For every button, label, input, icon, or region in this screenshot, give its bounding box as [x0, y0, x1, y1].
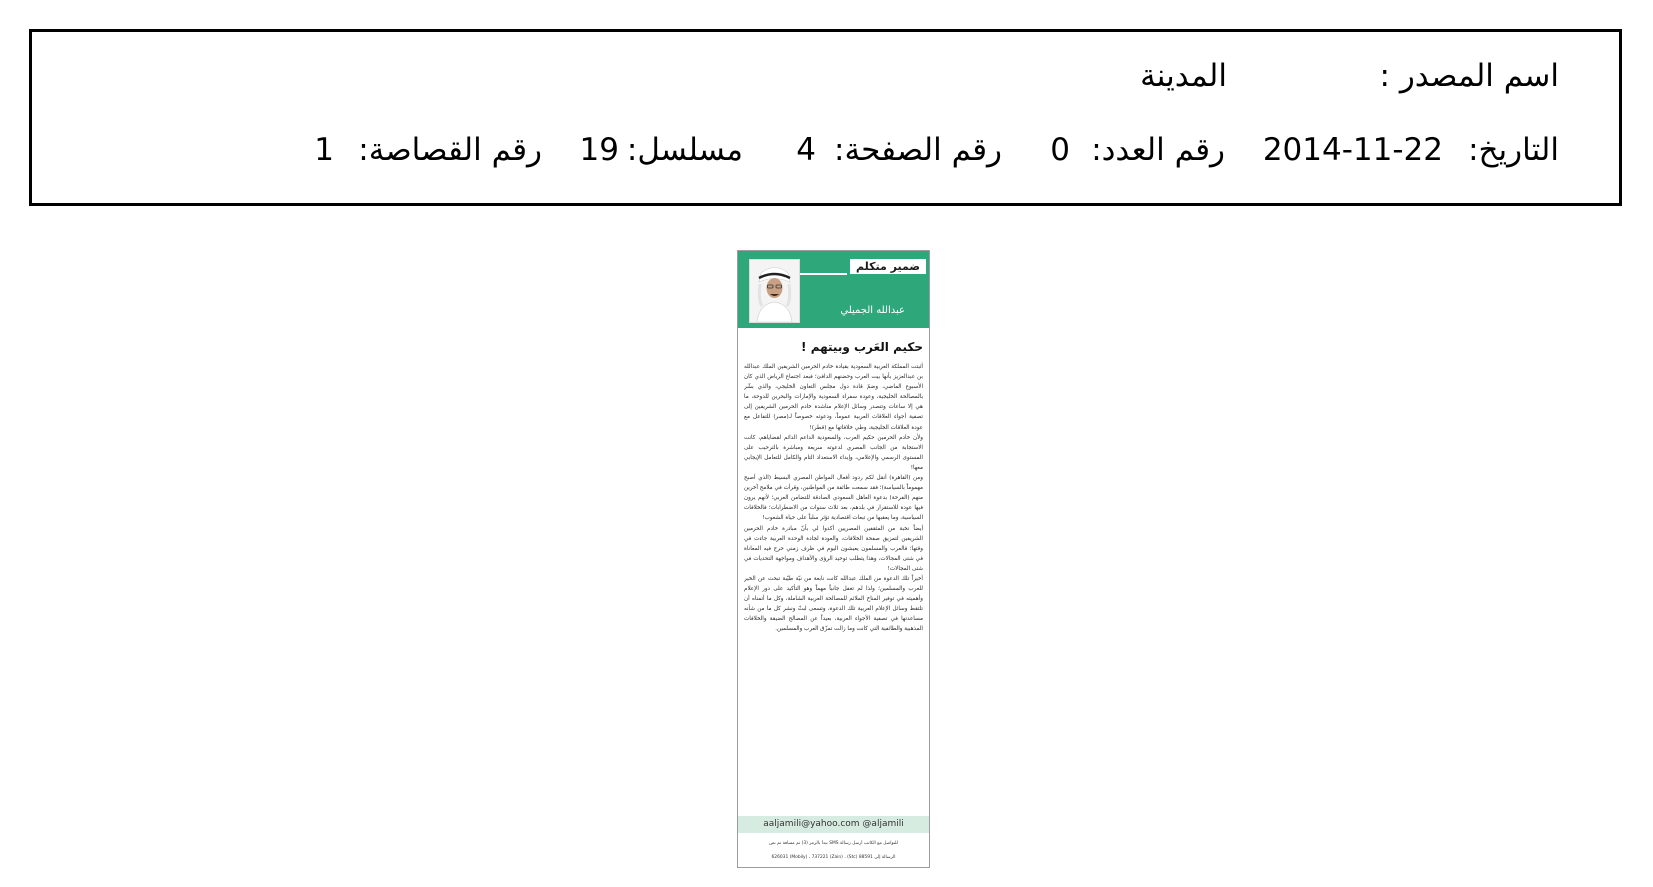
- serial-label: مسلسل:: [626, 132, 743, 168]
- newspaper-clipping: [737, 250, 930, 868]
- clipping-number-label: رقم القصاصة:: [358, 132, 542, 168]
- source-value: المدينة: [1140, 58, 1227, 94]
- author-portrait-icon: [750, 260, 799, 322]
- author-contact: aaljamili@yahoo.com @aljamili: [738, 816, 929, 833]
- serial-value: 19: [579, 132, 619, 168]
- source-label: اسم المصدر :: [1379, 58, 1559, 94]
- column-title-underline: [800, 273, 847, 275]
- metadata-box: [29, 29, 1622, 206]
- sms-instructions: للتواصل مع الكاتب أرسل رسالة SMS تبدأ بالرمز (3) ثم مسافة ثم نص: [769, 841, 898, 846]
- author-name: عبدالله الجميلي: [840, 305, 905, 316]
- article-paragraph: أثبتت المملكة العربية السعودية بقيادة خادم الحرمين الشريفين الملك عبدالله بن عبدالعزيز بأنها بيت العرب وحضنهم الدافئ؛ فبعد اجتماع الرياض الذي كان الأسبوع الماضي، وضمّ قادة دول مجلس التعاون الخليجي، والذي بشّر بالمصالحة الخليجية، وعودة سفراء السعودية والإمارات والبحرين للدوحة، ما هي إلا ساعات وتتصدر وسائل الإعلام مناشدة خادم الحرمين الشريفين إلى تصفية أجواء العلاقات العربية عموماً، ودعوته خصوصاً لـ(مصر) للتفاعل مع عودة العلاقات الخليجية، وطي خلافاتها مع (قطر)!: [744, 364, 923, 431]
- article-footer: [738, 816, 929, 868]
- article-paragraph: أخيراً تلك الدعوة من الملك عبدالله كانت نابعة من نيّة طيّبة تبحث عن الخير للعرب والمسلمين؛ ولذا لم تغفل جانباً مهماً وهو التأكيد على دور الإعلام وأهميته في توفير المناخ الملائم للمصالحة العربية الشاملة، وكل ما أتمناه أن تلتقط وسائل الإعلام العربية تلك الدعوة، وتسعى لبثّ ونشر كل ما من شأنه مساعدتها في تصفية الأجواء العربية، بعيداً عن المصالح الضيقة والخلافات المذهبية والطائفية التي كانت وما زالت تمزّق العرب والمسلمين.: [744, 575, 923, 633]
- article-body: [744, 362, 923, 766]
- page-number-label: رقم الصفحة:: [834, 132, 1002, 168]
- column-title: ضمير متكلم: [850, 259, 926, 274]
- column-header: [738, 251, 929, 328]
- article-paragraph: ولأن خادم الحرمين حكيم العرب، والسعودية الداعم الدائم لقضاياهم، كانت الاستجابة من الجانب المصري لدعوته سريعة ومباشرة بالترحيب على المستوى الرسمي والإعلامي، وإبداء الاستعداد التام والكامل للتعامل الإيجابي معها!: [744, 434, 923, 471]
- page-number-value: 4: [796, 132, 816, 168]
- date-value: 2014-11-22: [1262, 132, 1443, 168]
- date-label: التاريخ:: [1468, 132, 1559, 168]
- author-photo: [749, 259, 800, 323]
- sms-numbers: الرسالة إلى 88591 (Stc) ، 626031 (Mobily) ، 737221 (Zain): [771, 855, 896, 860]
- article-title: حكيم العَرب وبيتهم !: [801, 340, 923, 354]
- article-paragraph: ومن (القاهرة) أنقل لكم ردود أفعال المواطن المصري البسيط (الذي أصبح مهموماً بالسياسة)؛ فقد سمعت طائفة من المواطنين، وقرأت في ملامح آخرين منهم (الفرحة) بدعوة العاهل السعودي الصادقة للتضامن العربي؛ لأنهم يرون فيها عودة للاستقرار في بلدهم، بعد ثلاث سنوات من الاضطرابات؛ فالخلافات السياسية، وما يعقبها من تبعات اقتصادية تؤثر سلباً على حياة الشعوب!: [744, 475, 923, 522]
- issue-number-value: 0: [1050, 132, 1070, 168]
- issue-number-label: رقم العدد:: [1091, 132, 1225, 168]
- clipping-number-value: 1: [314, 132, 334, 168]
- article-paragraph: أيضاً نخبة من المثقفين المصريين أكدوا لي بأنّ مبادرة خادم الحرمين الشريفين لتمزيق صفحة الخلافات، والعودة لجادة الوحدة العربية جاءت في وقتها؛ فالعرب والمسلمون يعيشون اليوم في ظرف زمني حرج فيه المعاناة في شتى المجالات، وهذا يتطلب توحيد الرؤى والأهداف ومواجهة التحديات في شتى المجالات!: [744, 525, 923, 572]
